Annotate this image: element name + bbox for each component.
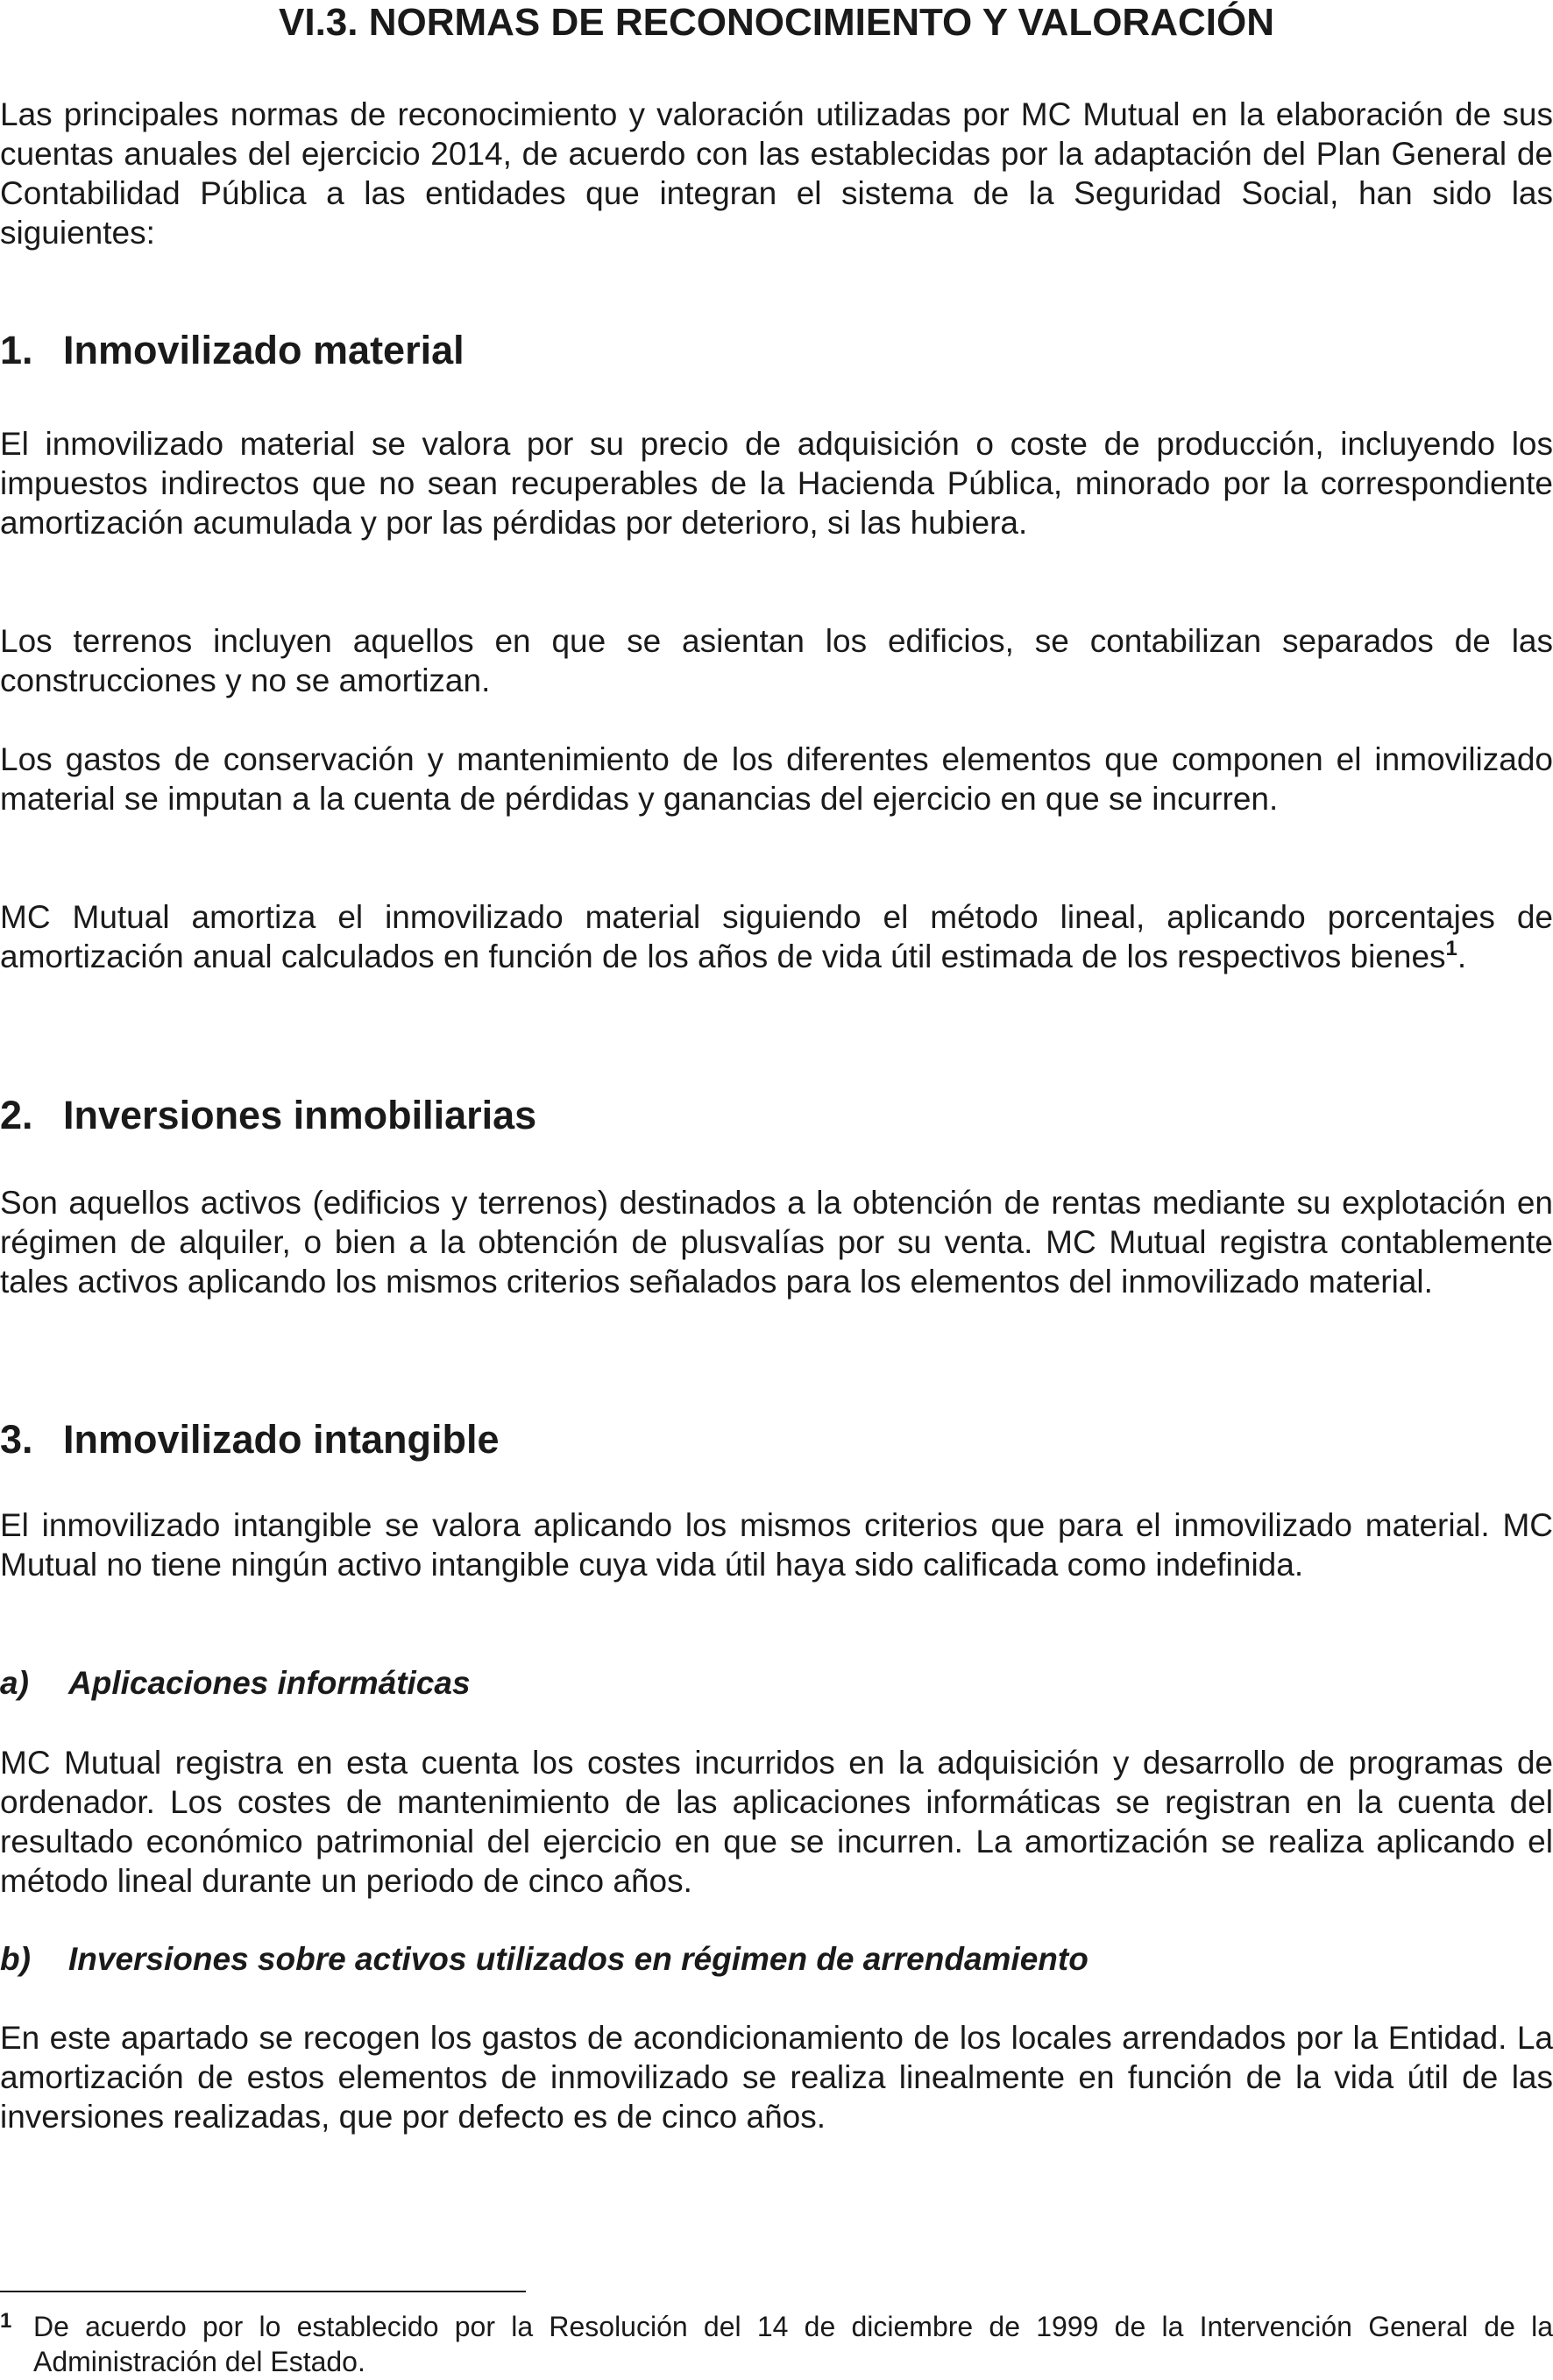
- section-1-paragraph-3: Los gastos de conservación y mantenimiento de los diferentes elementos que componen el inmovilizado material se imputan a la cuenta de pérdidas y ganancias del ejercicio en que se incurren.: [0, 741, 1553, 817]
- subsection-b-title: Inversiones sobre activos utilizados en régimen de arrendamiento: [68, 1941, 1089, 1977]
- section-3-number: 3.: [0, 1417, 33, 1462]
- section-2-title: Inversiones inmobiliarias: [63, 1093, 537, 1137]
- intro-paragraph: Las principales normas de reconocimiento y valoración utilizadas por MC Mutual en la elaboración de sus cuentas anuales del ejercicio 2014, de acuerdo con las establecidas por la adaptación del Plan General de Contabilidad Pública a las entidades que integran el sistema de la Seguridad Social, han sido las siguientes:: [0, 96, 1553, 251]
- section-1-title: Inmovilizado material: [63, 328, 464, 372]
- subsection-a-title: Aplicaciones informáticas: [68, 1665, 471, 1701]
- section-1-paragraph-4-text: MC Mutual amortiza el inmovilizado material siguiendo el método lineal, aplicando porcentajes de amortización anual calculados en función de los años de vida útil estimada de los respectivos bienes: [0, 899, 1553, 974]
- page-title: VI.3. NORMAS DE RECONOCIMIENTO Y VALORACIÓN: [279, 1, 1274, 44]
- section-1-paragraph-4-end: .: [1457, 939, 1467, 974]
- section-3-title: Inmovilizado intangible: [63, 1417, 500, 1462]
- subsection-a-heading: [0, 1663, 471, 1703]
- section-1-paragraph-4: [0, 897, 1553, 976]
- subsection-b-letter: b): [0, 1941, 31, 1977]
- section-1-heading: [0, 328, 464, 373]
- section-3-paragraph-1: El inmovilizado intangible se valora aplicando los mismos criterios que para el inmovilizado material. MC Mutual no tiene ningún activo intangible cuya vida útil haya sido calificada como indefinida.: [0, 1507, 1553, 1583]
- subsection-b-paragraph: En este apartado se recogen los gastos de acondicionamiento de los locales arrendados por la Entidad. La amortización de estos elementos de inmovilizado se realiza linealmente en función de la vida útil de las inversiones realizadas, que por defecto es de cinco años.: [0, 2020, 1553, 2135]
- section-1-number: 1.: [0, 328, 33, 372]
- footnote-reference: 1: [1445, 937, 1457, 960]
- section-3-heading: [0, 1417, 500, 1463]
- footnote-mark: 1: [0, 2309, 12, 2333]
- section-1-paragraph-2: Los terrenos incluyen aquellos en que se asientan los edificios, se contabilizan separados de las construcciones y no se amortizan.: [0, 623, 1553, 698]
- subsection-a-letter: a): [0, 1665, 29, 1701]
- footnote: [0, 2309, 1553, 2379]
- subsection-b-heading: [0, 1939, 1089, 1979]
- section-2-paragraph-1: Son aquellos activos (edificios y terrenos) destinados a la obtención de rentas mediante su explotación en régimen de alquiler, o bien a la obtención de plusvalías por su venta. MC Mutual registra contablemente tales activos aplicando los mismos criterios señalados para los elementos del inmovilizado material.: [0, 1185, 1553, 1300]
- subsection-a-paragraph: MC Mutual registra en esta cuenta los costes incurridos en la adquisición y desarrollo de programas de ordenador. Los costes de mantenimiento de las aplicaciones informáticas se registran en la cuenta del resultado económico patrimonial del ejercicio en que se incurren. La amortización se realiza aplicando el método lineal durante un periodo de cinco años.: [0, 1745, 1553, 1899]
- footnote-divider: [0, 2291, 526, 2292]
- section-2-heading: [0, 1093, 536, 1138]
- footnote-text: De acuerdo por lo establecido por la Resolución del 14 de diciembre de 1999 de la Intervención General de la Administración del Estado.: [33, 2311, 1553, 2377]
- section-2-number: 2.: [0, 1093, 33, 1137]
- section-1-paragraph-1: El inmovilizado material se valora por su precio de adquisición o coste de producción, incluyendo los impuestos indirectos que no sean recuperables de la Hacienda Pública, minorado por la correspondiente amortización acumulada y por las pérdidas por deterioro, si las hubiera.: [0, 426, 1553, 541]
